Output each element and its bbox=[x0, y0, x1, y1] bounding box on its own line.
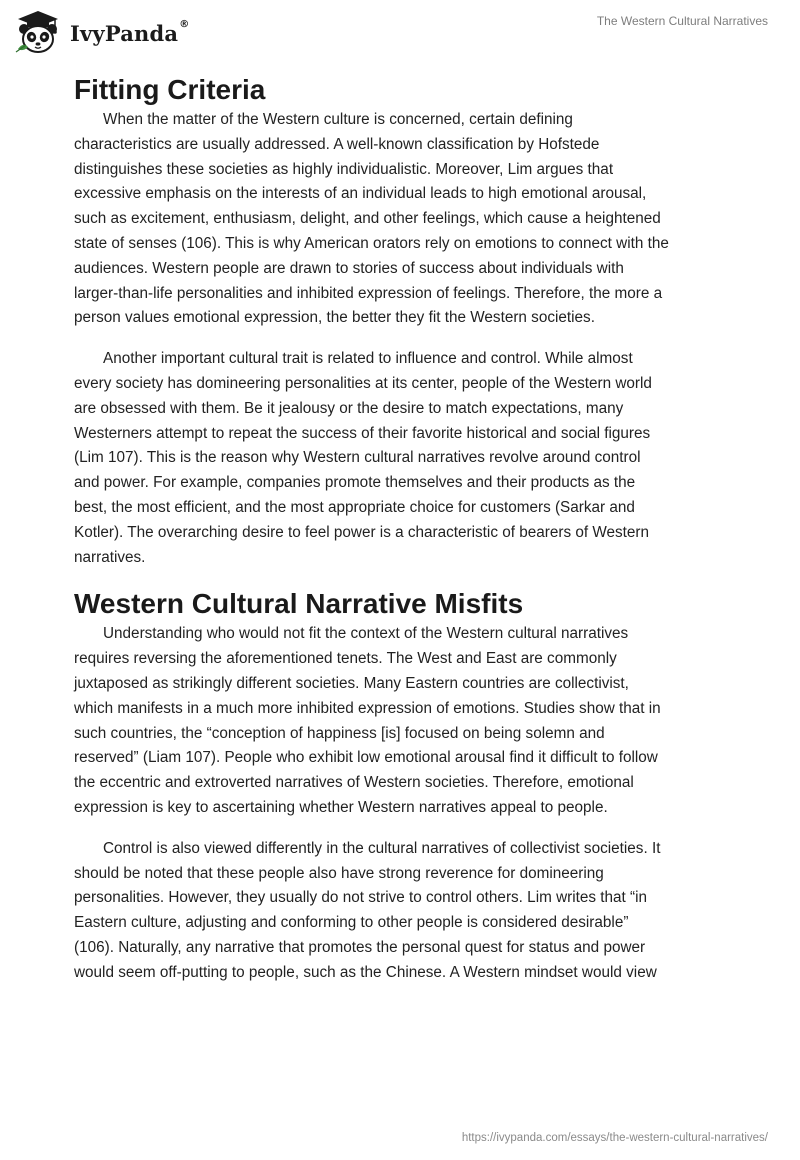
paragraph: Control is also viewed differently in the cultural narratives of collectivist societies. It should be noted that these people also have strong reverence for domineering personalities. However, they usually do not strive to control others. Lim writes that “in Eastern culture, adjusting and conforming to other people is considered desirable” (106). Naturally, any narrative that promotes the personal quest for status and power would seem off-putting to people, such as the Chinese. A Western mindset would view bbox=[74, 839, 661, 981]
brand-logo[interactable] bbox=[14, 9, 189, 55]
paragraph: When the matter of the Western culture is concerned, certain defining characteristics are usually addressed. A well-known classification by Hofstede distinguishes these societies as highly individualistic. Moreover, Lim argues that excessive emphasis on the interests of an individual leads to high emotional arousal, such as excitement, enthusiasm, delight, and other feelings, which cause a heightened state of senses (106). This is why American orators rely on emotions to connect with the audiences. Western people are drawn to stories of success about individuals with larger-than-life personalities and inhibited expression of feelings. Therefore, the more a person values emotional expression, the better they fit the Western societies. bbox=[74, 111, 669, 327]
panda-graduate-icon bbox=[14, 9, 62, 55]
running-title: The Western Cultural Narratives bbox=[596, 14, 768, 28]
registered-mark: ® bbox=[179, 18, 190, 30]
brand-name: IvyPanda® bbox=[70, 18, 190, 46]
section-title-narrative-misfits: Western Cultural Narrative Misfits bbox=[74, 588, 524, 620]
source-url[interactable]: https://ivypanda.com/essays/the-western-cultural-narratives/ bbox=[461, 1132, 768, 1144]
paragraph: Another important cultural trait is related to influence and control. While almost every society has domineering personalities at its center, people of the Western world are obsessed with them. Be it jealousy or the desire to match expectations, many Westerners attempt to repeat the success of their favorite historical and social figures (Lim 107). This is the reason why Western cultural narratives revolve around control and power. For example, companies promote themselves and their products as the best, the most efficient, and the most appropriate choice for customers (Sarkar and Kotler). The overarching desire to feel power is a characteristic of bearers of Western narratives. bbox=[74, 350, 652, 566]
essay-body bbox=[74, 72, 730, 1002]
page-header bbox=[0, 0, 800, 64]
section-title-fitting-criteria: Fitting Criteria bbox=[74, 74, 266, 105]
paragraph: Understanding who would not fit the context of the Western cultural narratives requires reversing the aforementioned tenets. The West and East are commonly juxtaposed as strikingly different societies. Many Eastern countries are collectivist, which manifests in a much more inhibited expression of emotions. Studies show that in such countries, the “conception of happiness [is] focused on being solemn and reserved” (Liam 107). People who exhibit low emotional arousal find it difficult to follow the eccentric and extroverted narratives of Western societies. Therefore, emotional expression is key to ascertaining whether Western narratives appeal to people. bbox=[74, 625, 661, 816]
